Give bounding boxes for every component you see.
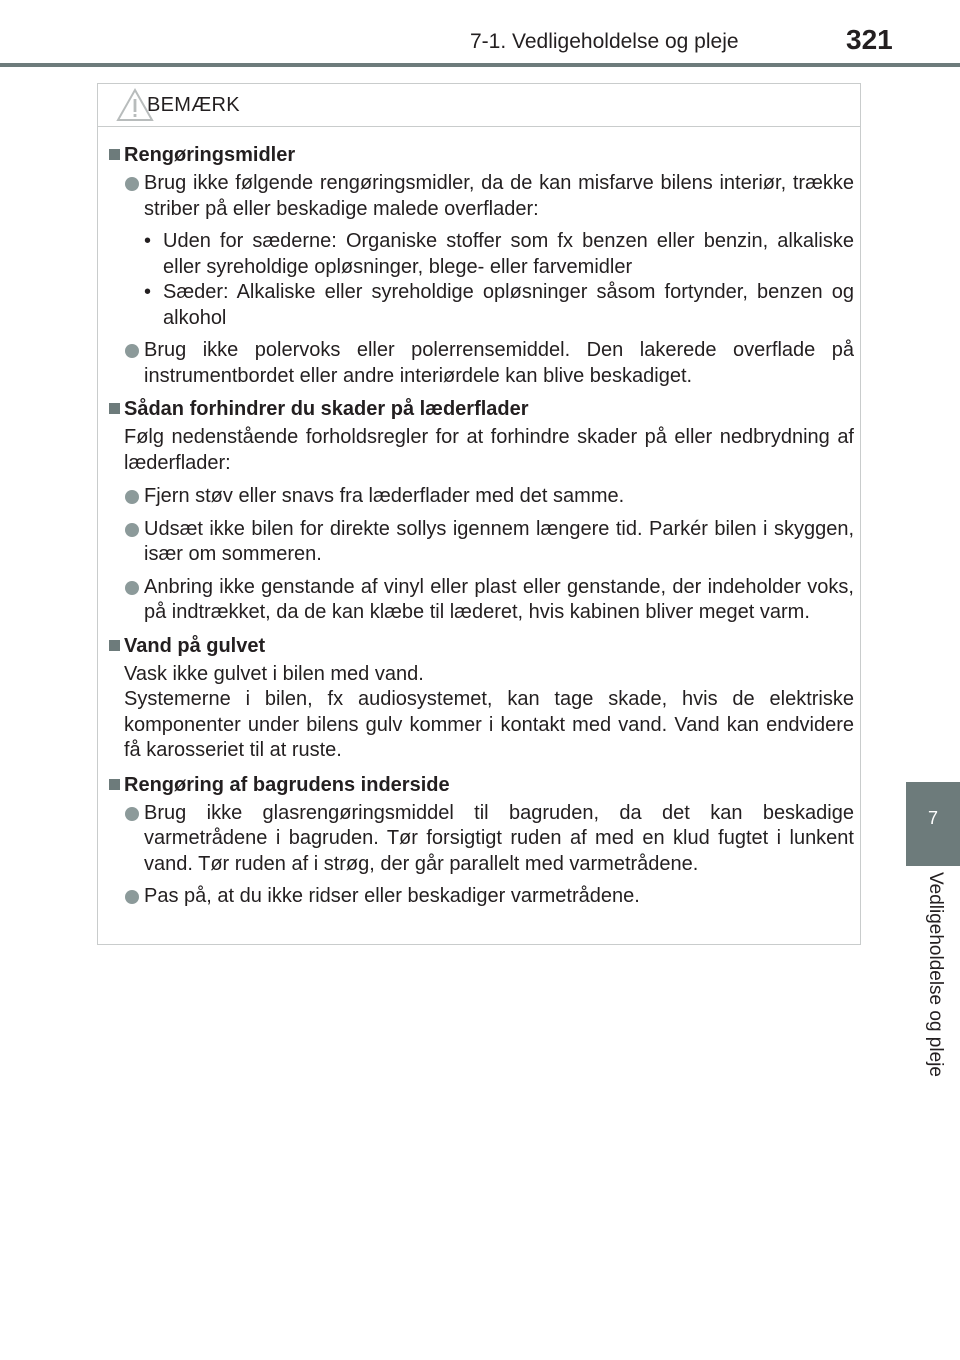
sub-list-item [108,229,854,280]
section-heading-text: Sådan forhindrer du skader på læderflader [124,398,529,420]
sub-list-item-text: Uden for sæderne: Organiske stoffer som fx benzen eller benzin, alkaliske eller syreholdige opløsninger, blege- eller farvemidler [163,230,854,278]
list-item [108,575,854,626]
circle-bullet-icon [125,177,139,191]
chapter-tab[interactable] [906,782,960,866]
square-bullet-icon [109,779,120,790]
list-item-text: Brug ikke glasrengøringsmiddel til bagruden, da det kan beskadige varmetrådene i bagruden. Tør forsigtigt ruden af med en klud fugtet i lunkent vand. Tør ruden af i strøg, der går parallelt med varmetrådene. [144,801,854,875]
list-item [108,801,854,878]
list-item [108,884,854,910]
paragraph: Vask ikke gulvet i bilen med vand. [124,662,424,685]
circle-bullet-icon [125,890,139,904]
section-title: 7-1. Vedligeholdelse og pleje [470,30,739,53]
section-heading-text: Rengøring af bagrudens inderside [124,773,450,796]
chapter-label-wrap [908,872,958,1102]
section-heading [108,633,854,659]
list-item-text: Anbring ikke genstande af vinyl eller plast eller genstande, der indeholder voks, på indtrækket, da de kan klæbe til læderet, hvis kabinen bliver meget varm. [144,575,854,623]
page-number: 321 [846,24,893,55]
circle-bullet-icon [125,523,139,537]
list-item-text: Pas på, at du ikke ridser eller beskadiger varmetrådene. [144,885,640,907]
list-item-text: Brug ikke polervoks eller polerrensemiddel. Den lakerede overflade på instrumentbordet eller andre interiørdele kan blive beskadiget. [144,339,854,387]
square-bullet-icon [109,640,120,651]
list-item [108,171,854,222]
list-item-text: Brug ikke følgende rengøringsmidler, da de kan misfarve bilens interiør, trække striber på eller beskadige malede overflader: [144,172,854,220]
header-rule [0,63,960,67]
square-bullet-icon [109,403,120,414]
list-item [108,484,854,510]
dot-mark-icon: • [144,230,152,252]
section-heading [108,142,854,168]
note-body [108,142,854,917]
section-heading-text: Vand på gulvet [124,634,266,657]
circle-bullet-icon [125,581,139,595]
chapter-label: Vedligeholdelse og pleje [925,872,946,1077]
note-box [97,83,861,945]
circle-bullet-icon [125,344,139,358]
sub-list-item-text: Sæder: Alkaliske eller syreholdige opløsninger såsom fortynder, benzen og alkohol [163,281,854,329]
section-heading [108,396,854,422]
circle-bullet-icon [125,490,139,504]
list-item-text: Fjern støv eller snavs fra læderflader med det samme. [144,485,625,507]
circle-bullet-icon [125,807,139,821]
paragraph: Følg nedenstående forholdsregler for at forhindre skader på eller nedbrydning af læderflader: [124,426,854,474]
list-item-text: Udsæt ikke bilen for direkte sollys igennem længere tid. Parkér bilen i skyggen, især om sommeren. [144,517,854,565]
section-heading [108,772,854,798]
sub-list-item [108,280,854,331]
chapter-number: 7 [927,808,938,828]
square-bullet-icon [109,149,120,160]
list-item [108,517,854,568]
section-heading-text: Rengøringsmidler [124,144,296,166]
note-header [98,84,860,127]
paragraph: Systemerne i bilen, fx audiosystemet, kan tage skade, hvis de elektriske komponenter under bilens gulv kommer i kontakt med vand. Vand kan endvidere få karosseriet til at ruste. [124,688,854,761]
dot-mark-icon: • [144,281,152,303]
note-title: BEMÆRK [147,94,240,116]
list-item [108,338,854,389]
